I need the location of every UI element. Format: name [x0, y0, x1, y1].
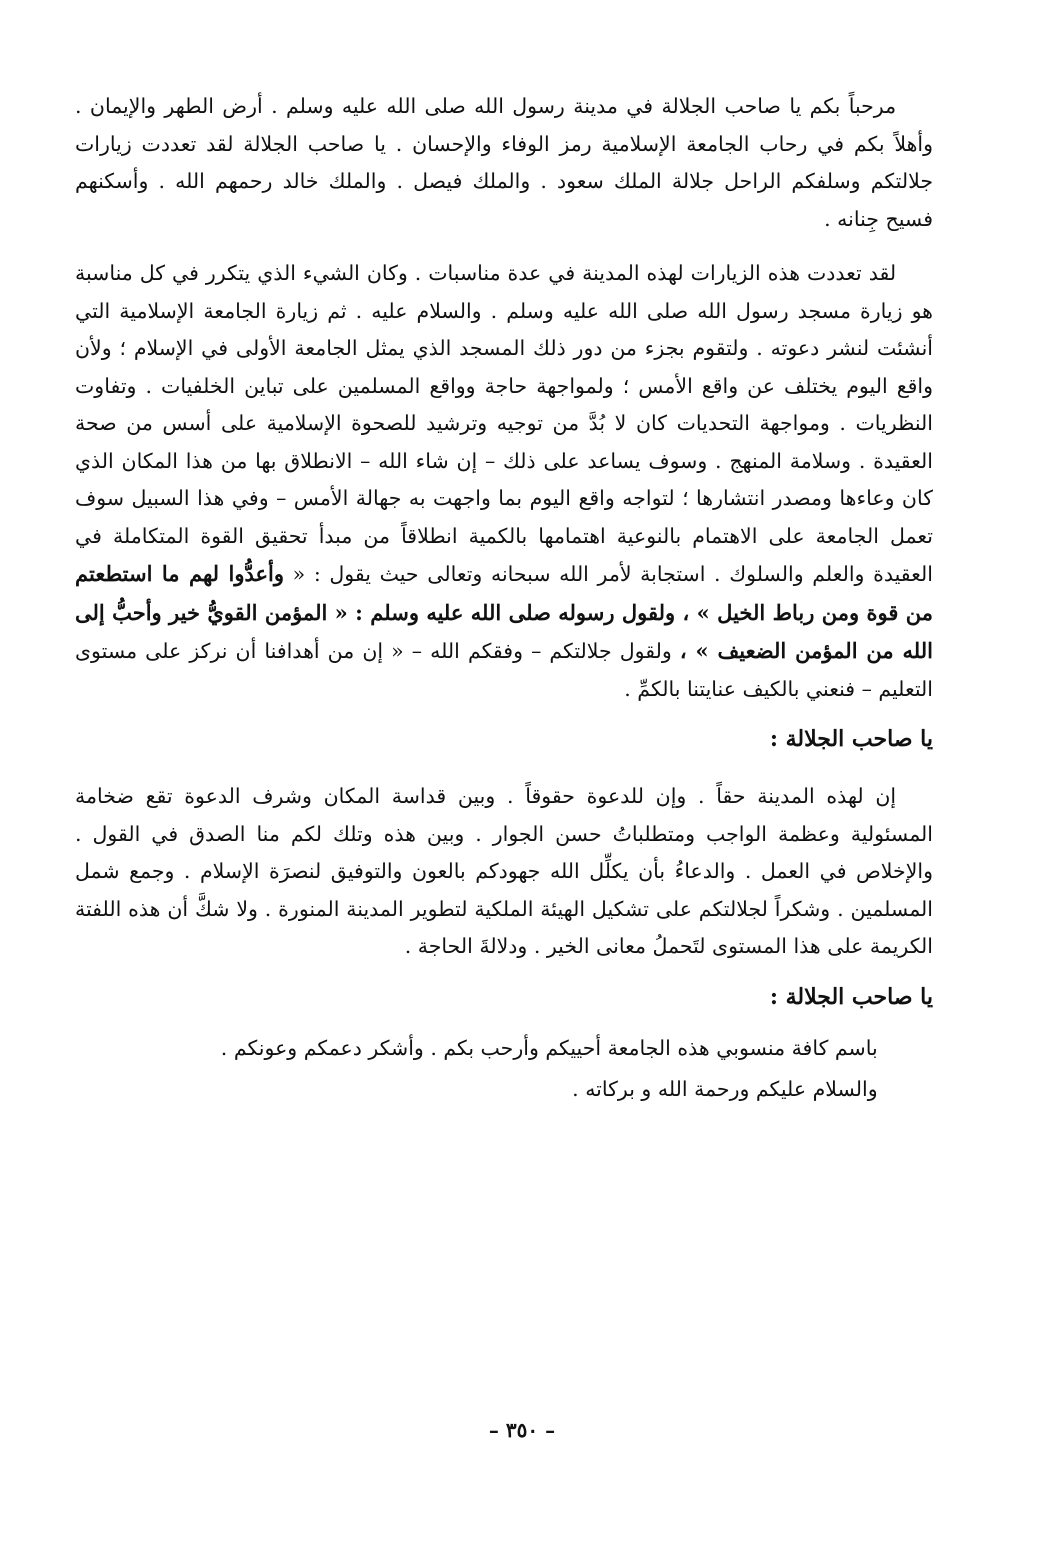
quran-hadith-quote: وأعدُّوا لهم ما استطعتم من قوة ومن رباط الخيل » ، ولقول رسوله صلى الله عليه وسلم : « المؤمن القويُّ خير وأحبُّ إلى الله من المؤمن الضعيف » ، [75, 561, 933, 663]
section-heading-2: يا صاحب الجلالة : [769, 983, 933, 1010]
paragraph-salutation: والسلام عليكم ورحمة الله و بركاته . [572, 1077, 878, 1101]
paragraph-welcome: مرحباً بكم يا صاحب الجلالة في مدينة رسول الله صلى الله عليه وسلم . أرض الطهر والإيمان . وأهلاً بكم في رحاب الجامعة الإسلامية رمز الوفاء والإحسان . يا صاحب الجلالة لقد تعددت زيارات جلالتكم وسلفكم الراحل جلالة الملك سعود . والملك فيصل . والملك خالد رحمهم الله . وأسكنهم فسيح جِنانه . [75, 94, 933, 231]
paragraph-city-rights: إن لهذه المدينة حقاً . وإن للدعوة حقوقاً . وبين قداسة المكان وشرف الدعوة تقع ضخامة المسئولية وعظمة الواجب ومتطلباتُ حسن الجوار . وبين هذه وتلك لكم منا الصدق في القول . والإخلاص في العمل . والدعاءُ بأن يكلِّل الله جهودكم بالعون والتوفيق لنصرَة الإسلام . وجمع شمل المسلمين . وشكراً لجلالتكم على تشكيل الهيئة الملكية لتطوير المدينة المنورة . ولا شكَّ أن هذه اللفتة الكريمة على هذا المستوى لتَحملُ معانى الخير . ودلالةَ الحاجة . [75, 784, 933, 958]
paragraph-visits-text: لقد تعددت هذه الزيارات لهذه المدينة في عدة مناسبات . وكان الشيء الذي يتكرر في كل مناسبة هو زيارة مسجد رسول الله صلى الله عليه وسلم . والسلام عليه . ثم زيارة الجامعة الإسلامية التي أنشئت لنشر دعوته . ولتقوم بجزء من دور ذلك المسجد الذي يمثل الجامعة الأولى في الإسلام ؛ ولأن واقع اليوم يختلف عن واقع الأمس ؛ ولمواجهة حاجة وواقع المسلمين على تباين الخلفيات . وتفاوت النظريات . ومواجهة التحديات كان لا بُدَّ من توجيه وترشيد للصحوة الإسلامية على أسس من صحة العقيدة . وسلامة المنهج . وسوف يساعد على ذلك – إن شاء الله – الانطلاق بها من هذا المكان الذي كان وعاءها ومصدر انتشارها ؛ لتواجه واقع اليوم بما واجهت به جهالة الأمس – وفي هذا السبيل سوف تعمل الجامعة على الاهتمام بالنوعية اهتمامها بالكمية انطلاقاً من مبدأ تحقيق القوة المتكاملة في العقيدة والعلم والسلوك . استجابة لأمر الله سبحانه وتعالى حيث يقول : « [75, 261, 933, 586]
paragraph-visits-end: ولقول جلالتكم – وفقكم الله – « إن من أهدافنا أن نركز على مستوى التعليم – فنعني بالكيف عنايتنا بالكمِّ . [75, 639, 933, 701]
paragraph-visits [75, 255, 933, 708]
paragraph-greeting: باسم كافة منسوبي هذه الجامعة أحييكم وأرحب بكم . وأشكر دعمكم وعونكم . [220, 1035, 878, 1060]
page-body [75, 88, 933, 1109]
page-number: – ٣٥٠ – [488, 1418, 556, 1442]
section-heading-1: يا صاحب الجلالة : [769, 726, 933, 752]
